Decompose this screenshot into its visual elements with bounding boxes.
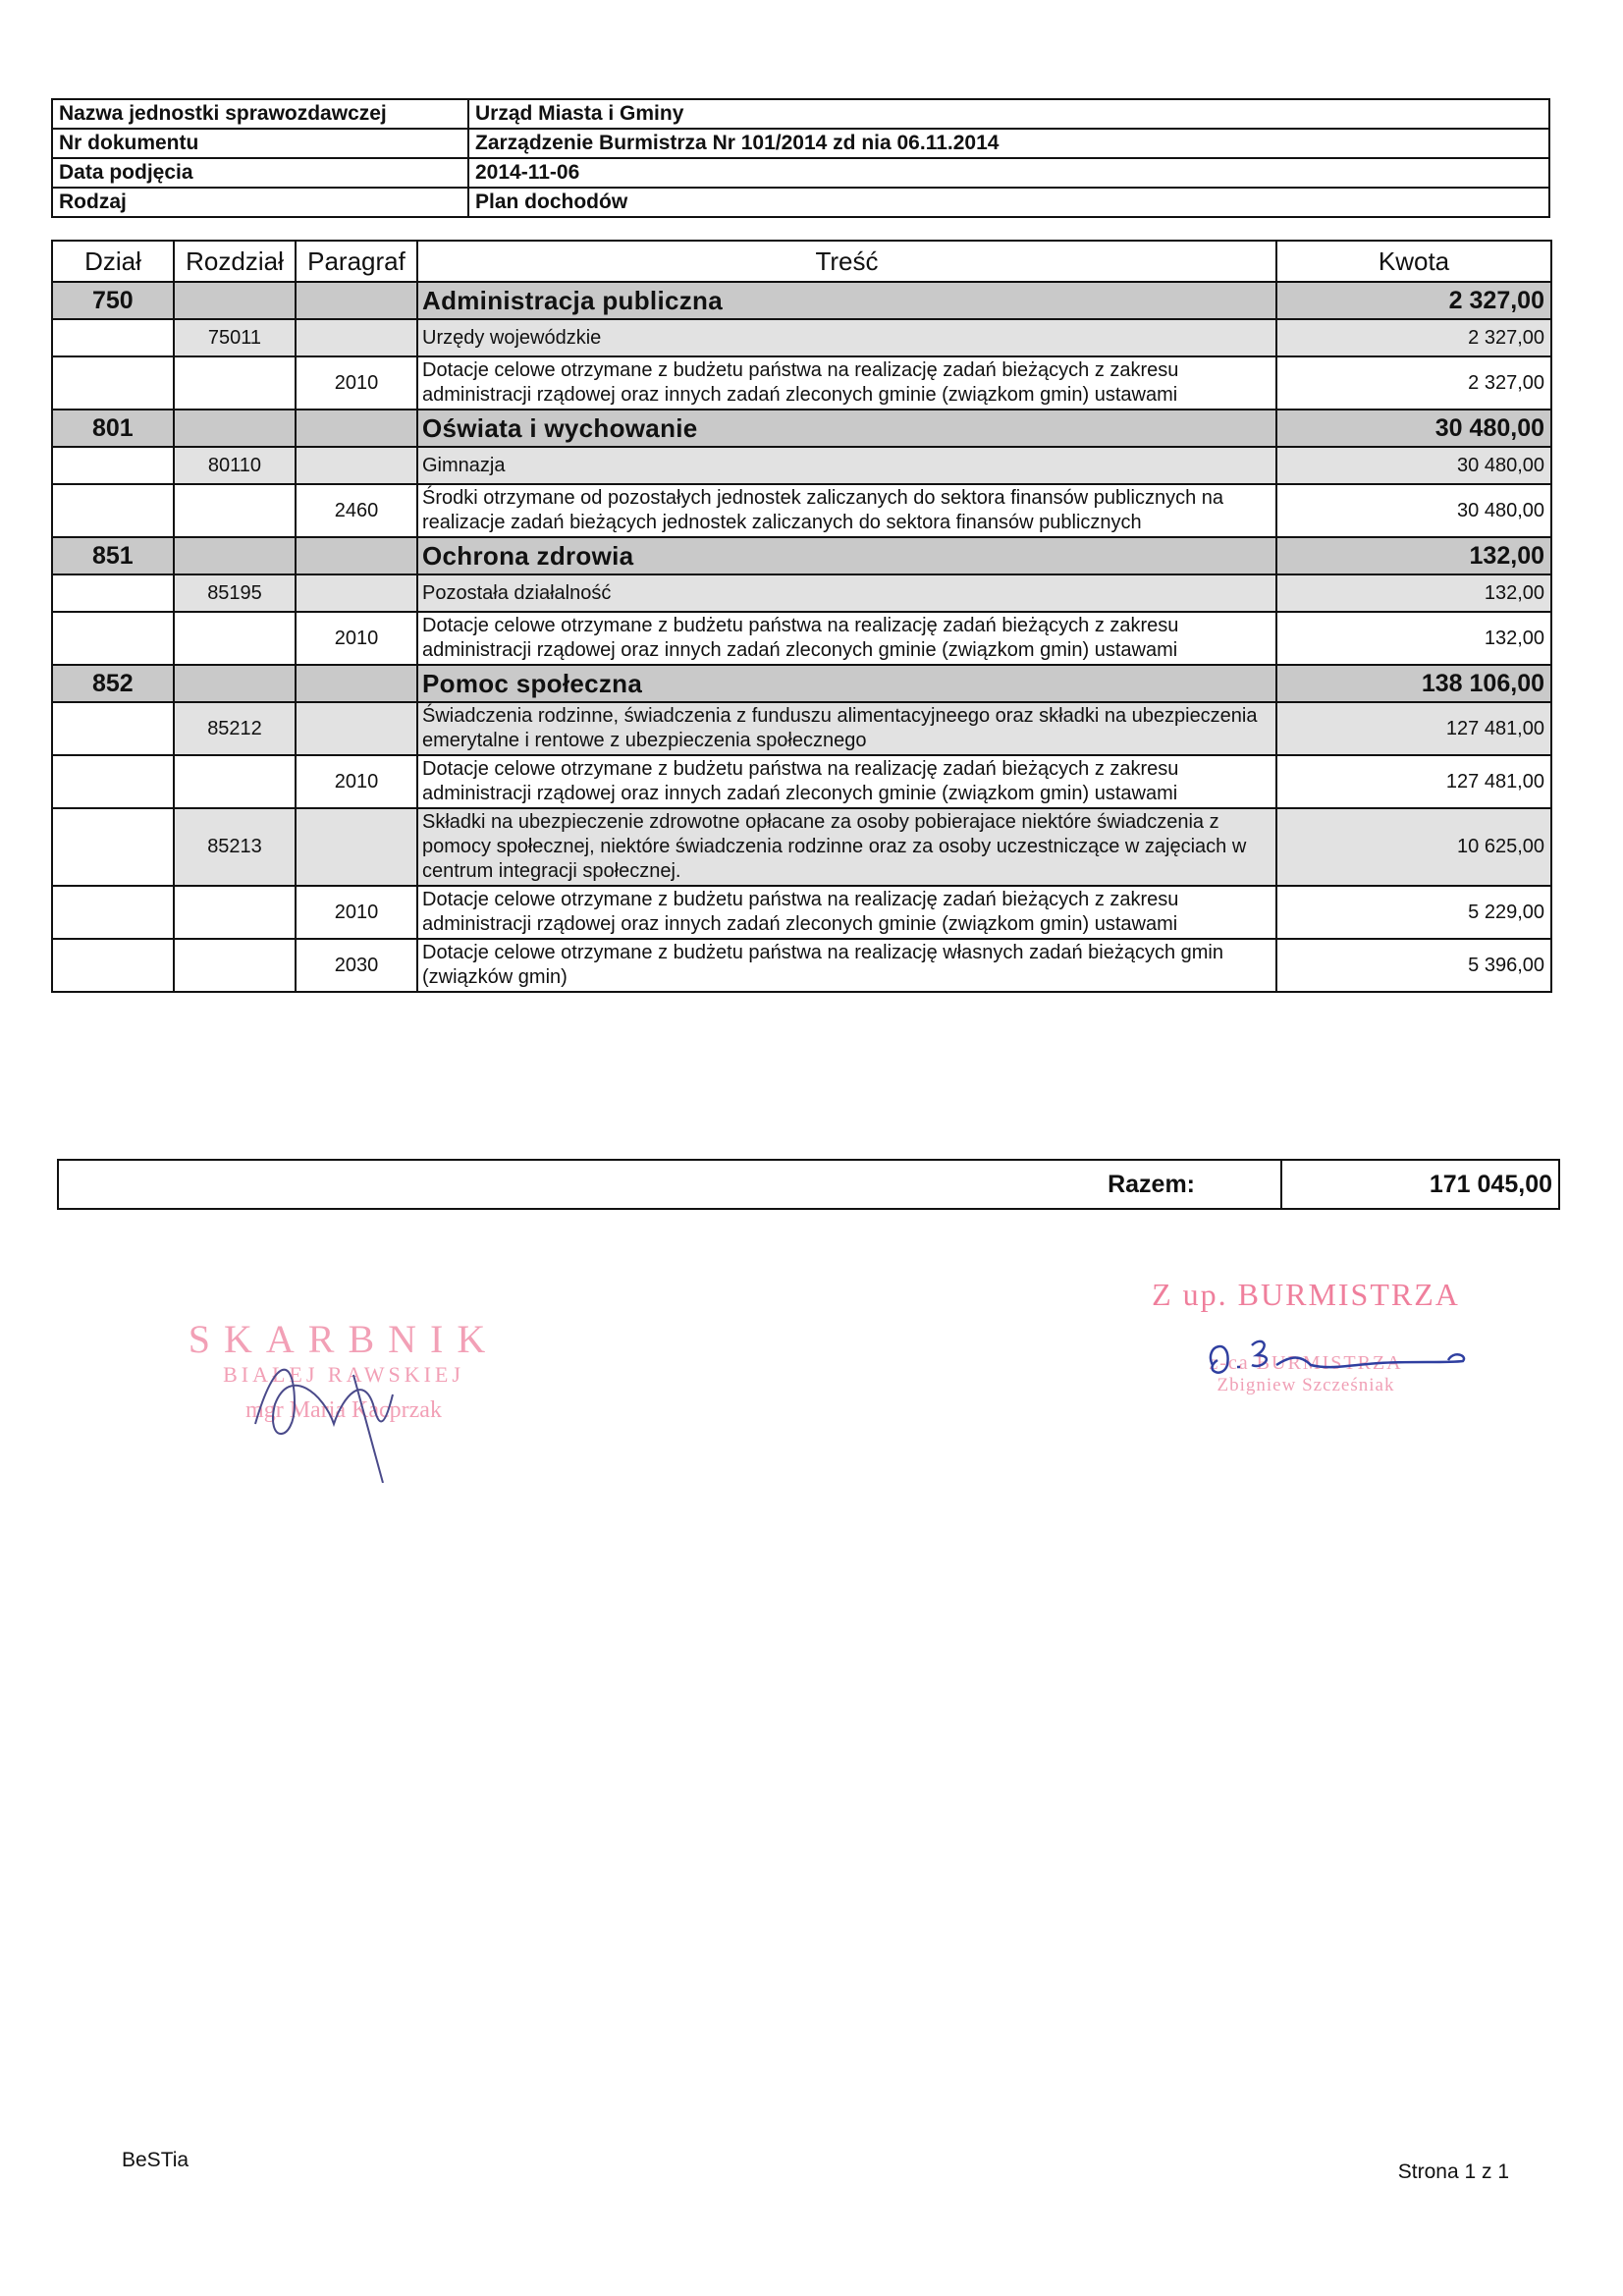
rozdzial-name: Świadczenia rodzinne, świadczenia z funduszu alimentacyjneego oraz składki na ubezpieczenia emerytalne i rentowe z ubezpieczenia społecznego xyxy=(417,702,1276,755)
empty-cell xyxy=(296,808,417,886)
rozdzial-name: Urzędy wojewódzkie xyxy=(417,319,1276,356)
paragraf-description: Dotacje celowe otrzymane z budżetu państwa na realizację zadań bieżących z zakresu administracji rządowej oraz innych zadań zleconych gminie (związkom gmin) ustawami xyxy=(417,755,1276,808)
paragraf-amount: 2 327,00 xyxy=(1276,356,1551,410)
total-divider xyxy=(1280,1161,1282,1208)
dzial-row xyxy=(52,410,1551,447)
mayor-stamp-role: z-ca BURMISTRZA xyxy=(1209,1352,1403,1374)
rozdzial-row xyxy=(52,574,1551,612)
paragraf-description: Dotacje celowe otrzymane z budżetu państwa na realizację zadań bieżących z zakresu administracji rządowej oraz innych zadań zleconych gminie (związkom gmin) ustawami xyxy=(417,356,1276,410)
paragraf-amount: 127 481,00 xyxy=(1276,755,1551,808)
dzial-amount: 30 480,00 xyxy=(1276,410,1551,447)
info-label: Data podjęcia xyxy=(52,158,468,188)
empty-cell xyxy=(296,319,417,356)
empty-cell xyxy=(174,939,296,992)
empty-cell xyxy=(52,574,174,612)
info-value: Zarządzenie Burmistrza Nr 101/2014 zd nia 06.11.2014 xyxy=(468,129,1549,158)
info-row xyxy=(52,99,1549,129)
dzial-row xyxy=(52,282,1551,319)
paragraf-row xyxy=(52,356,1551,410)
column-header-paragraf: Paragraf xyxy=(296,241,417,282)
rozdzial-name: Gimnazja xyxy=(417,447,1276,484)
empty-cell xyxy=(52,319,174,356)
rozdzial-amount: 132,00 xyxy=(1276,574,1551,612)
empty-cell xyxy=(296,410,417,447)
dzial-row xyxy=(52,537,1551,574)
paragraf-description: Środki otrzymane od pozostałych jednostek zaliczanych do sektora finansów publicznych na realizacje zadań bieżących jednostek zaliczanych do sektora finansów publicznych xyxy=(417,484,1276,537)
paragraf-amount: 30 480,00 xyxy=(1276,484,1551,537)
dzial-amount: 138 106,00 xyxy=(1276,665,1551,702)
total-label: Razem: xyxy=(1108,1171,1195,1198)
dzial-name: Ochrona zdrowia xyxy=(417,537,1276,574)
dzial-code: 801 xyxy=(52,410,174,447)
info-label: Nr dokumentu xyxy=(52,129,468,158)
treasurer-stamp-title: SKARBNIK xyxy=(188,1317,500,1361)
dzial-amount: 132,00 xyxy=(1276,537,1551,574)
mayor-stamp-name: Zbigniew Szcześniak xyxy=(1217,1375,1395,1395)
column-header-kwota: Kwota xyxy=(1276,241,1551,282)
mayor-signature xyxy=(1193,1326,1478,1385)
dzial-code: 852 xyxy=(52,665,174,702)
paragraf-amount: 5 396,00 xyxy=(1276,939,1551,992)
empty-cell xyxy=(52,702,174,755)
dzial-amount: 2 327,00 xyxy=(1276,282,1551,319)
info-label: Nazwa jednostki sprawozdawczej xyxy=(52,99,468,129)
paragraf-code: 2010 xyxy=(296,612,417,665)
info-value: 2014-11-06 xyxy=(468,158,1549,188)
treasurer-stamp-town: BIAŁEJ RAWSKIEJ xyxy=(223,1362,464,1387)
empty-cell xyxy=(296,574,417,612)
empty-cell xyxy=(52,755,174,808)
empty-cell xyxy=(174,484,296,537)
column-header-dzial: Dział xyxy=(52,241,174,282)
rozdzial-row xyxy=(52,702,1551,755)
empty-cell xyxy=(174,356,296,410)
rozdzial-row xyxy=(52,808,1551,886)
empty-cell xyxy=(174,537,296,574)
rozdzial-amount: 2 327,00 xyxy=(1276,319,1551,356)
paragraf-amount: 5 229,00 xyxy=(1276,886,1551,939)
rozdzial-code: 80110 xyxy=(174,447,296,484)
empty-cell xyxy=(174,886,296,939)
empty-cell xyxy=(52,808,174,886)
empty-cell xyxy=(174,755,296,808)
treasurer-signature xyxy=(236,1336,432,1483)
mayor-stamp-title: Z up. BURMISTRZA xyxy=(1152,1277,1460,1312)
empty-cell xyxy=(52,886,174,939)
empty-cell xyxy=(296,282,417,319)
dzial-name: Pomoc społeczna xyxy=(417,665,1276,702)
footer-page-number: Strona 1 z 1 xyxy=(1397,2160,1509,2183)
rozdzial-code: 75011 xyxy=(174,319,296,356)
empty-cell xyxy=(52,939,174,992)
info-row xyxy=(52,188,1549,217)
info-label: Rodzaj xyxy=(52,188,468,217)
empty-cell xyxy=(174,410,296,447)
total-box xyxy=(57,1159,1560,1210)
paragraf-row xyxy=(52,939,1551,992)
paragraf-description: Dotacje celowe otrzymane z budżetu państwa na realizację zadań bieżących z zakresu administracji rządowej oraz innych zadań zleconych gminie (związkom gmin) ustawami xyxy=(417,612,1276,665)
rozdzial-row xyxy=(52,319,1551,356)
empty-cell xyxy=(52,612,174,665)
dzial-name: Administracja publiczna xyxy=(417,282,1276,319)
dzial-name: Oświata i wychowanie xyxy=(417,410,1276,447)
empty-cell xyxy=(52,447,174,484)
rozdzial-amount: 127 481,00 xyxy=(1276,702,1551,755)
info-row xyxy=(52,158,1549,188)
info-row xyxy=(52,129,1549,158)
rozdzial-code: 85212 xyxy=(174,702,296,755)
rozdzial-code: 85195 xyxy=(174,574,296,612)
dzial-code: 851 xyxy=(52,537,174,574)
empty-cell xyxy=(296,447,417,484)
paragraf-description: Dotacje celowe otrzymane z budżetu państwa na realizację zadań bieżących z zakresu administracji rządowej oraz innych zadań zleconych gminie (związkom gmin) ustawami xyxy=(417,886,1276,939)
empty-cell xyxy=(52,484,174,537)
paragraf-description: Dotacje celowe otrzymane z budżetu państwa na realizację własnych zadań bieżących gmin (związków gmin) xyxy=(417,939,1276,992)
rozdzial-name: Składki na ubezpieczenie zdrowotne opłacane za osoby pobierajace niektóre świadczenia z pomocy społecznej, niektóre świadczenia rodzinne oraz za osoby uczestniczące w zajęciach w centrum integracji społecznej. xyxy=(417,808,1276,886)
info-value: Plan dochodów xyxy=(468,188,1549,217)
empty-cell xyxy=(174,612,296,665)
column-header-tresc: Treść xyxy=(417,241,1276,282)
dzial-row xyxy=(52,665,1551,702)
empty-cell xyxy=(296,537,417,574)
dzial-code: 750 xyxy=(52,282,174,319)
paragraf-amount: 132,00 xyxy=(1276,612,1551,665)
empty-cell xyxy=(174,282,296,319)
paragraf-code: 2010 xyxy=(296,886,417,939)
empty-cell xyxy=(52,356,174,410)
info-value: Urząd Miasta i Gminy xyxy=(468,99,1549,129)
table-header-row xyxy=(52,241,1551,282)
total-value: 171 045,00 xyxy=(1429,1171,1552,1198)
column-header-rozdzial: Rozdział xyxy=(174,241,296,282)
paragraf-row xyxy=(52,484,1551,537)
income-plan-table xyxy=(51,240,1552,993)
rozdzial-name: Pozostała działalność xyxy=(417,574,1276,612)
rozdzial-code: 85213 xyxy=(174,808,296,886)
paragraf-row xyxy=(52,886,1551,939)
empty-cell xyxy=(296,665,417,702)
rozdzial-row xyxy=(52,447,1551,484)
footer-software: BeSTia xyxy=(122,2149,189,2171)
paragraf-code: 2010 xyxy=(296,755,417,808)
paragraf-row xyxy=(52,755,1551,808)
rozdzial-amount: 10 625,00 xyxy=(1276,808,1551,886)
rozdzial-amount: 30 480,00 xyxy=(1276,447,1551,484)
document-info-table xyxy=(51,98,1550,218)
paragraf-code: 2460 xyxy=(296,484,417,537)
paragraf-row xyxy=(52,612,1551,665)
empty-cell xyxy=(296,702,417,755)
empty-cell xyxy=(174,665,296,702)
paragraf-code: 2030 xyxy=(296,939,417,992)
paragraf-code: 2010 xyxy=(296,356,417,410)
treasurer-stamp-name: mgr Maria Kacprzak xyxy=(245,1397,442,1423)
